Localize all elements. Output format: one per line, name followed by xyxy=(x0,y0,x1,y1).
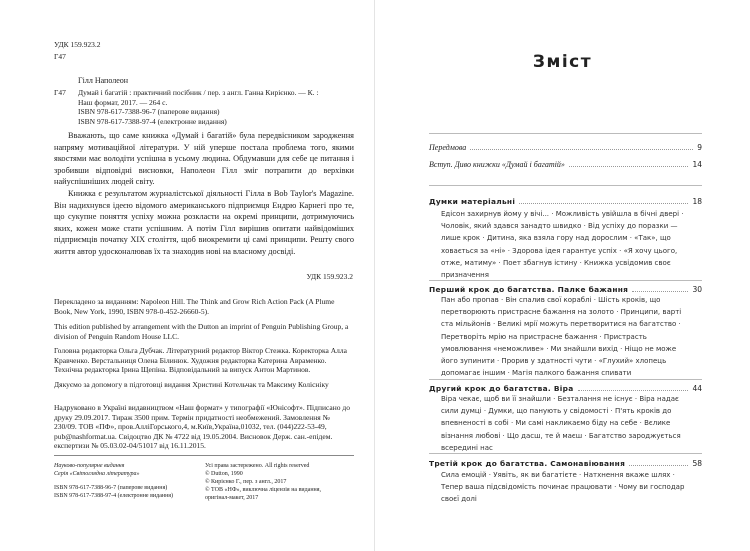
toc-page-number: 18 xyxy=(692,197,702,206)
translation-note: Перекладено за виданням: Napoleon Hill. The Think and Grow Rich Action Pack (A Plume Book, New York, 1990, ISBN 978-0-452-26660-5). xyxy=(54,297,335,316)
toc-entry-chapter-4[interactable] xyxy=(429,454,702,468)
bibliographic-description: Думай і багатій : практичний посібник / пер. з англ. Ганна Кирієнко. — К. : Наш формат, 2017. — 264 с. ISBN 978-617-7388-96-7 (паперове видання) ISBN 978-617-7388-97-4 (електронне видання) xyxy=(78,88,319,126)
toc-entry-label: Перший крок до багатства. Палке бажання xyxy=(429,285,629,294)
toc-leader xyxy=(470,149,693,150)
toc-subtopics-chapter-3: Віра чекає, щоб ви її знайшли · Безталання не існує · Віра надає сили думці · Думки, що панують у свідомості · П'ять кроків до впевненості в собі · Ми самі накликаємо біду на себе · Вєлике візнання любові · Що дасш, те й маєш · Багатство зароджується всередині нас xyxy=(441,395,681,452)
toc-subtopics-chapter-4: Сила емоцій · Уявіть, як ви багатієте · Натхнення вкаже шлях · Тепер ваша підсвідомість починає працювати · Чому ви господар своєї долі xyxy=(441,471,685,504)
footer-series: Науково-популярне видання Серія «Світоглядна література» ISBN 978-617-7388-96-7 (паперове видання) ISBN 978-617-7388-97-4 (електронне видання) xyxy=(54,463,174,499)
toc-entry-label: Другий крок до багатства. Віра xyxy=(429,384,574,393)
publication-note: This edition published by arrangement with the Dutton an imprint of Penguin Publishing Group, a division of Penguin Random House LLC. xyxy=(54,322,349,341)
toc-entry-chapter-2[interactable] xyxy=(429,280,702,294)
printing-information: Надруковано в Україні видавництвом «Наш формат» у типографії «Юнісофт». Підписано до друку 29.09.2017. Тираж 3500 прим. Термін придатності необмежений. Замовлення № 230/09. ТОВ «ПФ», пров.АлліГорського,4, м.Київ,Україна,01032, тел. (044)222-53-49, pub@nashformat.ua. Свідоцтво ДК № 4722 від 19.05.2004. Висновок Держ. сан.-епідем. експертизи № 05.03.02-04/51017 від 16.11.2015. xyxy=(54,403,350,450)
toc-leader xyxy=(632,291,688,292)
toc-leader xyxy=(578,390,689,391)
udk-code: УДК 159.923.2 xyxy=(54,40,101,49)
toc-top-divider xyxy=(429,133,702,134)
editorial-credits: Головна редакторка Ольга Дубчак. Літературний редактор Віктор Стежка. Коректорка Алла Кравченко. Верстальниця Олена Білинюк. Художня редакторка Катерина Авраменко. Технічна редакторка Ірина Щепіна. Відповідальний за випуск Антон Мартинов. xyxy=(54,346,347,374)
footer-copyright: Усі права застережено. All rights reserved © Dutton, 1990 © Кирієнко Г., пер. з англ., 2017 © ТОВ «НФ», виключна ліцензія на видання, оригінал-макет, 2017 xyxy=(205,463,322,501)
toc-leader xyxy=(569,166,689,167)
toc-entry-label: Вступ. Диво книжки «Думай і багатій» xyxy=(429,160,565,169)
right-page xyxy=(375,0,750,551)
acknowledgements: Дякуємо за допомогу в підготовці видання Христині Котельчак та Максиму Колісніку xyxy=(54,380,329,389)
footer-divider xyxy=(54,455,354,456)
toc-entry-chapter-3[interactable] xyxy=(429,379,702,393)
toc-leader xyxy=(519,203,688,204)
toc-divider xyxy=(429,185,702,186)
toc-title: Зміст xyxy=(532,52,593,72)
annotation: Вважають, що саме книжка «Думай і багатій» була передвісником зародження напряму мотиваційної літератури. У ній уперше постала проблема того, якими якостями має володіти успішна в усьому людина. Обдумавши для себе це питання і зробивши відповідні висновки, Наполеон Гілл зміг потрапити до верхівки найуспішніших людей світу. Книжка є результатом журналістської діяльності Гілла в Bob Taylor's Magazine. Він надихнувся ідеєю відомого американського підприємця Ендрю Карнегі про те, що сукупне поняття успіху можна розкласти на окремі принципи, дотримуючись яких, кожен може стати успішним. А потім Гілл вирішив опитати найвідоміших підприємців початку ХІХ століття, щоб виокремити ці самі принципи. Решту свого життя автор удосконалював їх та знаходив нові на власному досвіді. xyxy=(54,131,354,256)
toc-subtopics-chapter-2: Пан або пропав · Він спалив свої кораблі · Шість кроків, що перетворюють пристрасне бажання на золото · Принципи, варті ста мільйонів · Великі мрії можуть перетворитися на багатство · Перетворіть мрію на пристрасне бажання · Пристрасть умовлювання «неможливе» · Ми знайшли вихід · Ніщо не може його зупинити · Прорив у здатності чути · «Глухий» хлопець допомагає іншим · Магія палкого бажання спивати xyxy=(441,296,682,378)
toc-entry-introduction[interactable] xyxy=(429,155,702,169)
toc-leader xyxy=(629,465,688,466)
toc-page-number: 58 xyxy=(692,459,702,468)
toc-entry-label: Думки матеріальні xyxy=(429,197,516,206)
toc-entry-foreword[interactable] xyxy=(429,138,702,152)
toc-subtopics-chapter-1: Едісон захирнув йому у вічі... · Можливість увійшла в бічні двері · Чоловік, який здався занадто швидко · Від успіху до поразки — лише крок · Дитина, яка взяла гору над дорослим · «Так», що ховається за «ні» · Здорова ідея гарантує успіх · «Я хочу цього, отже, матиму» · Поет збагнув істину · Книжка усвідомив своє призначення xyxy=(441,210,684,280)
toc-entry-label: Третій крок до багатства. Самонавіювання xyxy=(429,459,626,468)
toc-page-number: 30 xyxy=(692,285,702,294)
toc-page-number: 14 xyxy=(692,160,702,169)
toc-entry-chapter-1[interactable] xyxy=(429,192,702,206)
library-code: Г47 xyxy=(54,52,66,61)
library-code-row: Г47 xyxy=(54,88,66,97)
author-name: Гілл Наполеон xyxy=(78,76,129,85)
toc-page-number: 9 xyxy=(697,143,702,152)
toc-entry-label: Передмова xyxy=(429,143,467,152)
udk-code-bottom: УДК 159.923.2 xyxy=(306,272,353,281)
toc-page-number: 44 xyxy=(692,384,702,393)
